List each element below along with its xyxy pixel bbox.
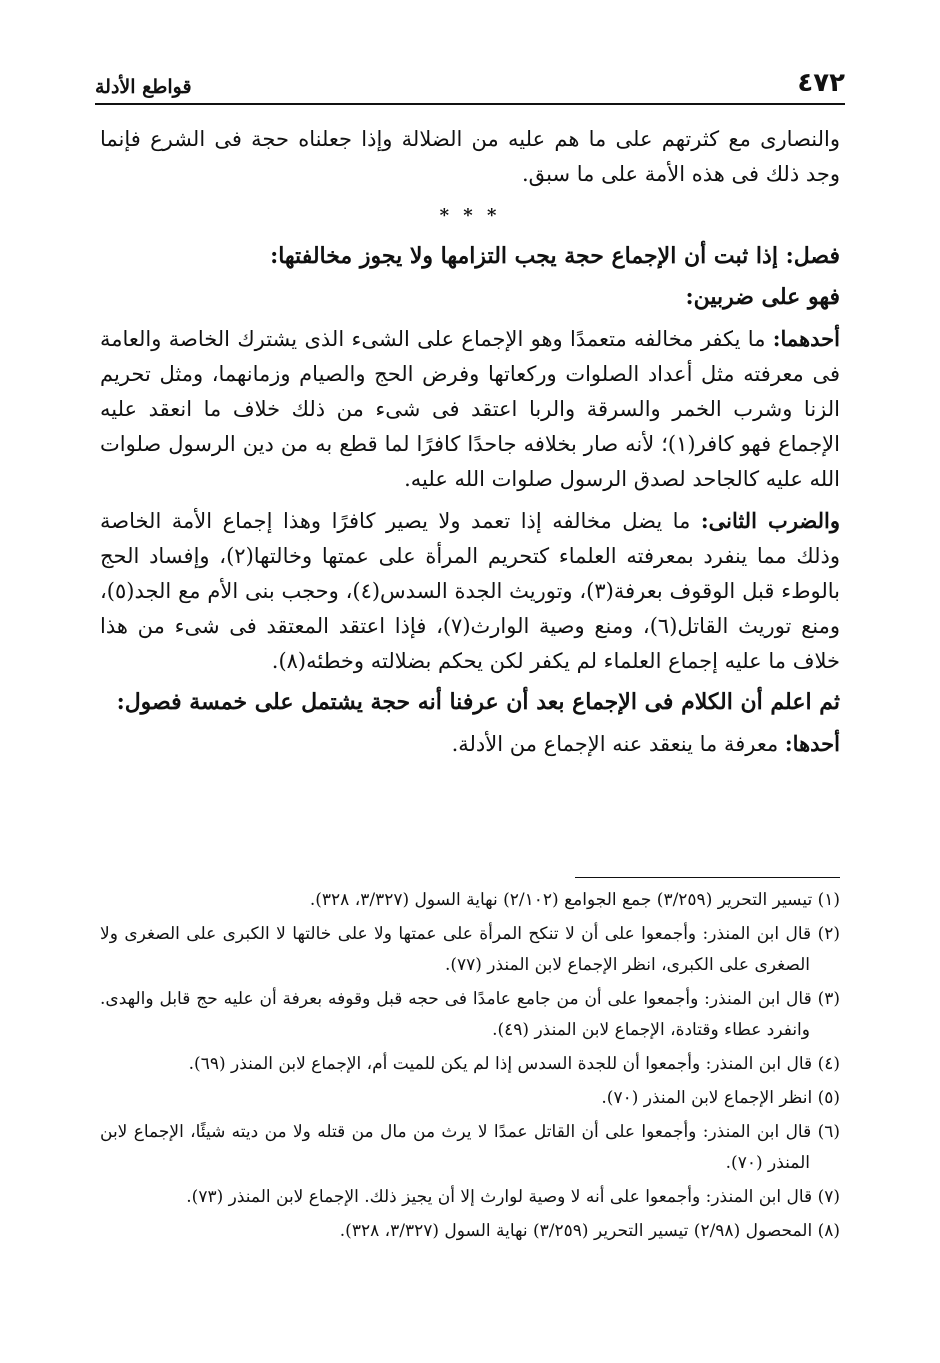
main-text (100, 122, 840, 768)
paragraph-first-chapter (100, 726, 840, 762)
paragraph-lead: أحدهما: (772, 326, 840, 351)
subheading: فهو على ضربين: (685, 284, 840, 310)
paragraph-second-type (100, 503, 840, 679)
footnote: (٢) قال ابن المنذر: وأجمعوا على أن لا تنكح المرأة على عمتها ولا على خالتها لا الكبرى على الصغرى ولا الصغرى على الكبرى، انظر الإجماع لابن المنذر (٧٧). (100, 924, 840, 975)
book-title: قواطع الأدلة (95, 76, 192, 98)
footnote-divider (575, 877, 840, 878)
paragraph-first-type (100, 321, 840, 497)
header-divider (95, 103, 845, 105)
paragraph-text: معرفة ما ينعقد عنه الإجماع من الأدلة. (451, 732, 785, 756)
section-separator: * * * (439, 205, 501, 226)
paragraph-lead: أحدها: (784, 731, 840, 756)
paragraph-lead: والضرب الثانى: (700, 508, 840, 533)
paragraph-text: ما يكفر مخالفه متعمدًا وهو الإجماع على الشىء الذى يشترك الخاصة والعامة فى معرفته مثل أعداد الصلوات وركعاتها وفرض الحج والصيام وزمانهما، ومثل تحريم الزنا وشرب الخمر والسرقة والربا اعتقد فى شىء من ذلك خلاف ما انعقد عليه الإجماع فهو كافر(١)؛ لأنه صار بخلافه جاحدًا كافرًا لما قطع به من دين الرسول صلوات الله عليه كالجاحد لصدق الرسول صلوات الله عليه. (100, 327, 840, 491)
footnote: (٦) قال ابن المنذر: وأجمعوا على أن القاتل عمدًا لا يرث من مال من قتله ولا من ديته شيئًا، الإجماع لابن المنذر (٧٠). (100, 1122, 840, 1173)
footnote: (٤) قال ابن المنذر: وأجمعوا أن للجدة السدس إذا لم يكن للميت أم، الإجماع لابن المنذر (٦٩). (188, 1054, 840, 1074)
footnote: (٣) قال ابن المنذر: وأجمعوا على أن من جامع عامدًا فى حجه قبل وقوفه بعرفة أن عليه حج قابل والهدى. وانفرد عطاء وقتادة، الإجماع لابن المنذر (٤٩). (100, 989, 840, 1040)
chapter-intro-heading: ثم اعلم أن الكلام فى الإجماع بعد أن عرفنا أنه حجة يشتمل على خمسة فصول: (116, 689, 840, 715)
footnote: (٨) المحصول (٢/٩٨) تيسير التحرير (٣/٢٥٩) نهاية السول (٣/٣٢٧، ٣٢٨). (339, 1221, 840, 1241)
footnotes (100, 885, 840, 1250)
page-number: ٤٧٢ (797, 68, 845, 98)
paragraph-continuation: والنصارى مع كثرتهم على ما هم عليه من الضلالة وإذا جعلناه حجة فى الشرع فإنما وجد ذلك فى هذه الأمة على ما سبق. (100, 127, 840, 186)
section-heading: فصل: إذا ثبت أن الإجماع حجة يجب التزامها ولا يجوز مخالفتها: (270, 243, 840, 269)
paragraph-text: ما يضل مخالفه إذا تعمد ولا يصير كافرًا وهذا إجماع الأمة الخاصة وذلك مما ينفرد بمعرفته العلماء كتحريم المرأة على عمتها وخالتها(٢)، وإفساد الحج بالوطء قبل الوقوف بعرفة(٣)، وتوريث الجدة السدس(٤)، وحجب بنى الأم مع الجد(٥)، ومنع توريث القاتل(٦)، ومنع وصية الوارث(٧)، فإذا اعتقد المعتقد فى شىء من هذا خلاف ما عليه إجماع العلماء لم يكفر لكن يحكم بضلالته وخطئه(٨). (100, 509, 840, 673)
footnote: (١) تيسير التحرير (٣/٢٥٩) جمع الجوامع (٢/١٠٢) نهاية السول (٣/٣٢٧، ٣٢٨). (309, 890, 840, 910)
footnote: (٧) قال ابن المنذر: وأجمعوا على أنه لا وصية لوارث إلا أن يجيز ذلك. الإجماع لابن المنذر (٧٣). (186, 1187, 840, 1207)
footnote: (٥) انظر الإجماع لابن المنذر (٧٠). (601, 1088, 840, 1108)
running-head (95, 64, 845, 98)
